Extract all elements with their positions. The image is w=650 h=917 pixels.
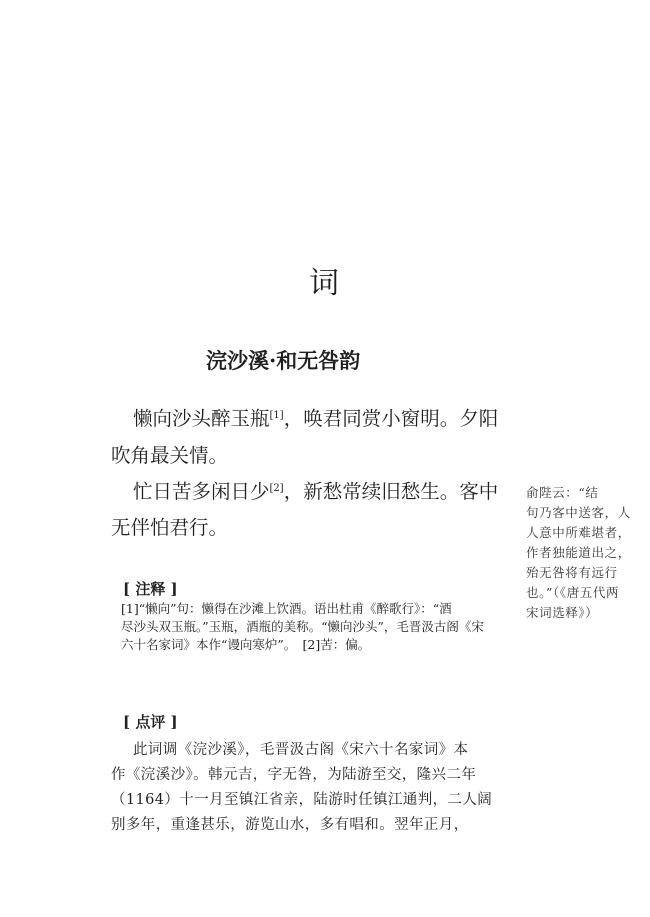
- notes-body: [121, 600, 484, 654]
- note-line: 六十名家词》本作“谩向寒炉”。 [2]苦：偏。: [121, 637, 371, 652]
- side-note-line: 宋词选释》）: [526, 605, 599, 620]
- poem-stanza2-line2: 无伴怕君行。: [111, 516, 229, 539]
- footnote-marker-2: [2]: [269, 483, 284, 494]
- commentary-line: 此词调《浣沙溪》，毛晋汲古阁《宋六十名家词》本: [133, 742, 469, 758]
- poem-text: ，新愁常续旧愁生。客中: [283, 480, 499, 503]
- side-note-line: 作者独能道出之，: [526, 545, 631, 560]
- side-note-line: 俞陛云：“结: [526, 485, 599, 500]
- commentary-line: （1164）十一月至镇江省亲，陆游时任镇江通判，二人阔: [111, 792, 493, 808]
- poem-title: 浣沙溪·和无咎韵: [206, 348, 361, 373]
- side-note-line: 句乃客中送客，人: [526, 505, 631, 520]
- commentary-body: [111, 738, 492, 838]
- note-line: [1]“懒向”句：懒得在沙滩上饮酒。语出杜甫《醉歌行》：“酒: [121, 601, 452, 616]
- side-note-line: 人意中所难堪者，: [526, 525, 631, 540]
- poem-text: 懒向沙头醉玉瓶: [133, 407, 270, 430]
- commentary-line: 作《浣溪沙》。韩元吉，字无咎，为陆游至交，隆兴二年: [111, 767, 477, 783]
- side-note-line: 也。”（《唐五代两: [526, 585, 620, 600]
- side-note: [526, 483, 631, 623]
- poem-stanza1-line2: 吹角最关情。: [111, 444, 229, 467]
- poem-text: 忙日苦多闲日少: [133, 480, 270, 503]
- note-line: 尽沙头双玉瓶。”玉瓶，酒瓶的美称。“懒向沙头”，毛晋汲古阁《宋: [121, 619, 484, 634]
- commentary-heading: [ 点评 ]: [123, 713, 178, 731]
- side-note-line: 殆无咎将有远行: [526, 565, 618, 580]
- footnote-marker-1: [1]: [269, 410, 284, 421]
- section-title: 词: [309, 266, 341, 301]
- poem-stanza1-line1: [133, 406, 498, 431]
- commentary-line: 别多年，重逢甚乐，游览山水，多有唱和。翌年正月，: [111, 817, 469, 833]
- poem-stanza2-line1: [133, 479, 498, 504]
- poem-text: ，唤君同赏小窗明。夕阳: [283, 407, 499, 430]
- notes-heading: [ 注释 ]: [123, 580, 178, 598]
